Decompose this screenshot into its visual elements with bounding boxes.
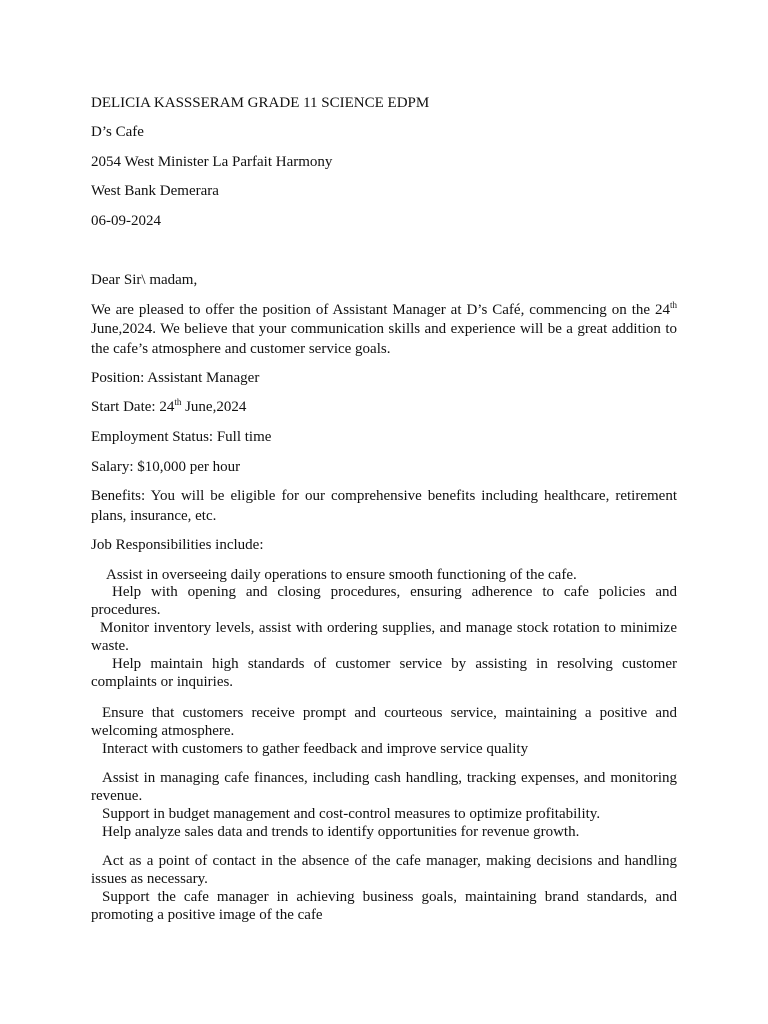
- responsibility-item: Assist in managing cafe finances, including cash handling, tracking expenses, and monitoring revenue.: [91, 770, 677, 804]
- letter-date: 06-09-2024: [91, 213, 161, 229]
- salary-line: Salary: $10,000 per hour: [91, 459, 241, 475]
- responsibility-item: Ensure that customers receive prompt and courteous service, maintaining a positive and welcoming atmosphere.: [91, 705, 677, 739]
- benefits-line-1: Benefits: You will be eligible for our comprehensive benefits including healthcare, retirement: [91, 488, 677, 504]
- responsibility-item: Help analyze sales data and trends to identify opportunities for revenue growth.: [102, 824, 580, 840]
- responsibility-item: Act as a point of contact in the absence of the cafe manager, making decisions and handling issues as necessary.: [91, 853, 677, 887]
- superscript-th: th: [174, 397, 182, 407]
- responsibility-item: Interact with customers to gather feedback and improve service quality: [102, 741, 529, 757]
- superscript-th: th: [669, 300, 677, 310]
- intro-line-2: June,2024. We believe that your communication skills and experience will be a great addition to: [91, 321, 677, 337]
- address-line-1: 2054 West Minister La Parfait Harmony: [91, 154, 333, 170]
- student-header-line: DELICIA KASSSERAM GRADE 11 SCIENCE EDPM: [91, 95, 430, 111]
- company-name: D’s Cafe: [91, 124, 144, 140]
- responsibility-item: Help with opening and closing procedures, ensuring adherence to cafe policies and procedures.: [91, 584, 677, 618]
- responsibility-item: Support in budget management and cost-control measures to optimize profitability.: [102, 806, 601, 822]
- responsibility-item: Monitor inventory levels, assist with ordering supplies, and manage stock rotation to minimize waste.: [91, 620, 677, 654]
- salutation: Dear Sir\ madam,: [91, 272, 198, 288]
- employment-status-line: Employment Status: Full time: [91, 429, 272, 445]
- benefits-line-2: plans, insurance, etc.: [91, 508, 217, 524]
- position-line: Position: Assistant Manager: [91, 370, 260, 386]
- intro-line-1: We are pleased to offer the position of Assistant Manager at D’s Café, commencing on the 24th: [91, 300, 677, 318]
- start-date-line: Start Date: 24th June,2024: [91, 397, 247, 415]
- responsibility-item: Assist in overseeing daily operations to ensure smooth functioning of the cafe.: [106, 567, 577, 583]
- responsibilities-heading: Job Responsibilities include:: [91, 537, 264, 553]
- address-line-2: West Bank Demerara: [91, 183, 219, 199]
- responsibility-item: Help maintain high standards of customer service by assisting in resolving customer complaints or inquiries.: [91, 656, 677, 690]
- intro-line-3: the cafe’s atmosphere and customer service goals.: [91, 341, 391, 357]
- responsibility-item: Support the cafe manager in achieving business goals, maintaining brand standards, and promoting a positive image of the cafe: [91, 889, 677, 923]
